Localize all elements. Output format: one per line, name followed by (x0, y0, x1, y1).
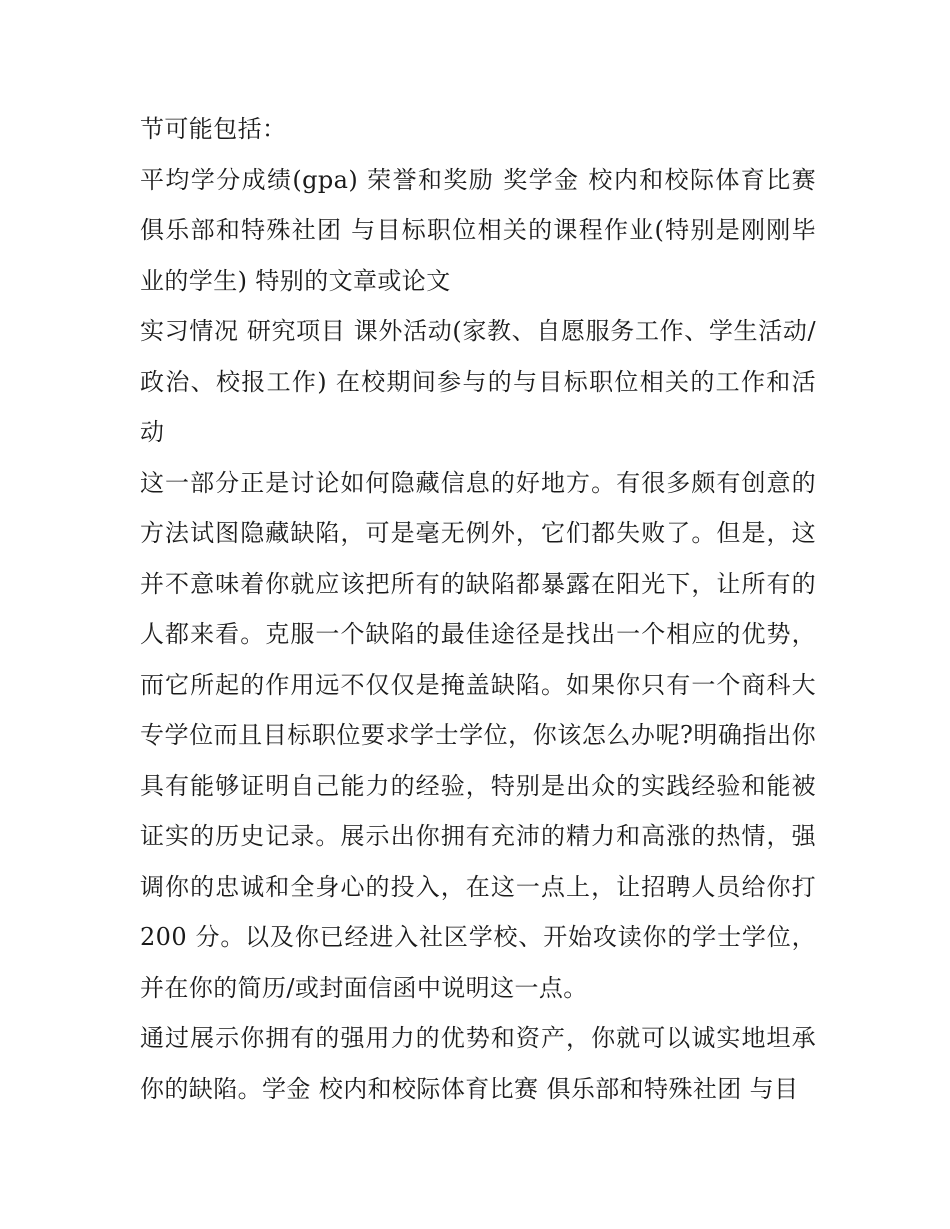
paragraph-3: 实习情况 研究项目 课外活动(家教、自愿服务工作、学生活动/政治、校报工作) 在校期间参与的与目标职位相关的工作和活动 (140, 317, 816, 446)
document-body (140, 104, 816, 1114)
paragraph-5: 通过展示你拥有的强用力的优势和资产，你就可以诚实地坦承你的缺陷。学金 校内和校际体育比赛 俱乐部和特殊社团 与目 (140, 1024, 816, 1103)
paragraph-4: 这一部分正是讨论如何隐藏信息的好地方。有很多颇有创意的方法试图隐藏缺陷，可是毫无例外，它们都失败了。但是，这并不意味着你就应该把所有的缺陷都暴露在阳光下，让所有的人都来看。克服一个缺陷的最佳途径是找出一个相应的优势，而它所起的作用远不仅仅是掩盖缺陷。如果你只有一个商科大专学位而且目标职位要求学士学位，你该怎么办呢?明确指出你具有能够证明自己能力的经验，特别是出众的实践经验和能被证实的历史记录。展示出你拥有充沛的精力和高涨的热情，强调你的忠诚和全身心的投入，在这一点上，让招聘人员给你打 200 分。以及你已经进入社区学校、开始攻读你的学士学位，并在你的简历/或封面信函中说明这一点。 (140, 468, 816, 1002)
paragraph-1: 节可能包括： (140, 115, 287, 143)
paragraph-2: 平均学分成绩(gpa) 荣誉和奖励 奖学金 校内和校际体育比赛 俱乐部和特殊社团 与目标职位相关的课程作业(特别是刚刚毕业的学生) 特别的文章或论文 (140, 165, 816, 295)
